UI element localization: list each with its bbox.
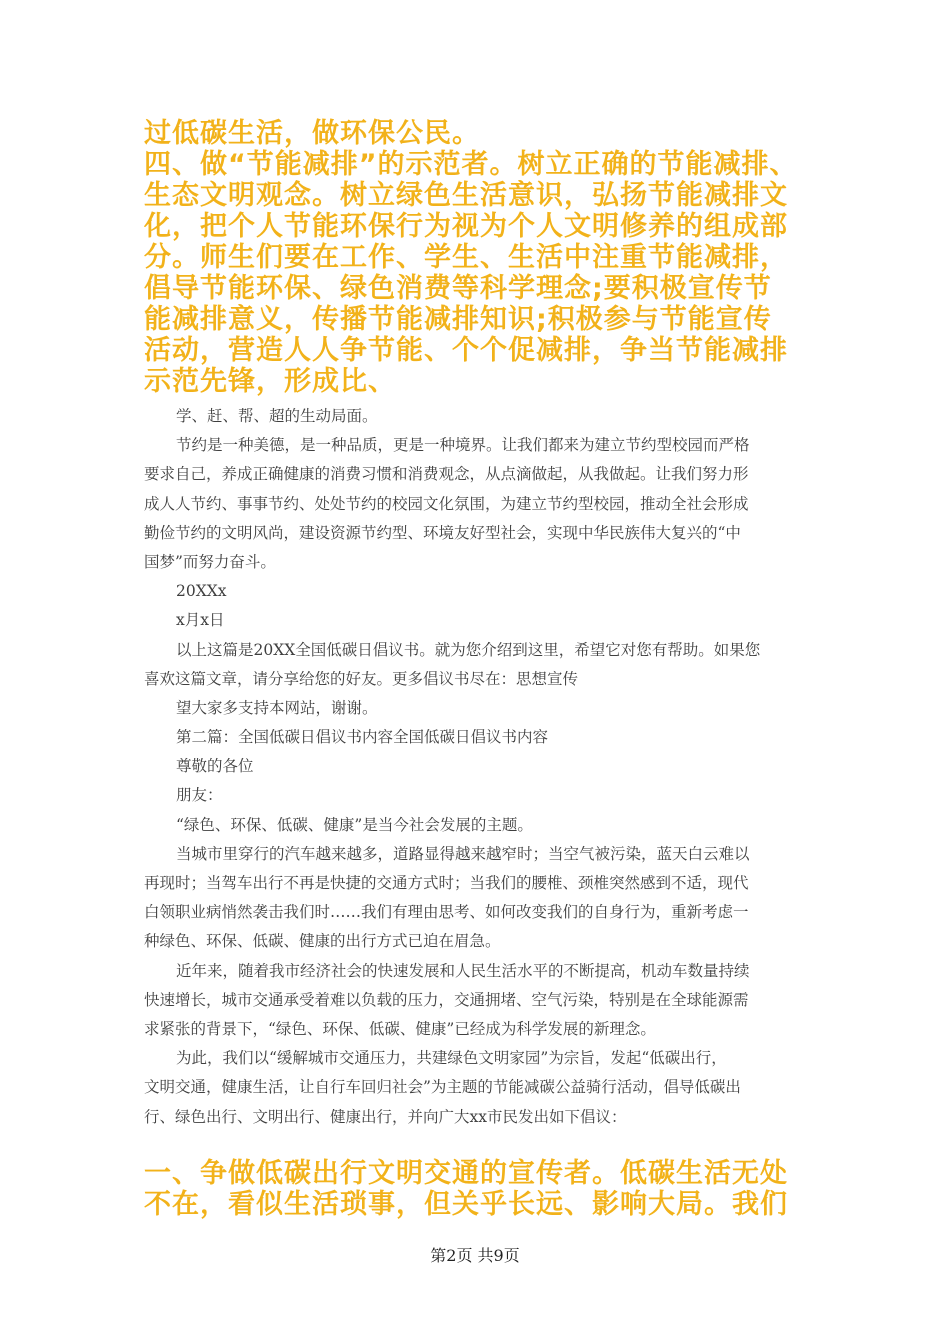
body-line: 白领职业病悄然袭击我们时……我们有理由思考、如何改变我们的自身行为，重新考虑一 (144, 903, 749, 922)
highlighted-line: 活动，营造人人争节能、个个促减排，争当节能减排 (144, 335, 788, 366)
document-body-text (144, 402, 809, 1132)
body-line: “绿色、环保、低碳、健康”是当今社会发展的主题。 (176, 815, 533, 834)
body-line: 求紧张的背景下，“绿色、环保、低碳、健康”已经成为科学发展的新理念。 (144, 1019, 656, 1038)
body-line: 以上这篇是20XX全国低碳日倡议书。就为您介绍到这里，希望它对您有帮助。如果您 (176, 640, 761, 659)
highlighted-line: 生态文明观念。树立绿色生活意识，弘扬节能减排文 (144, 180, 788, 211)
highlighted-line: 一、争做低碳出行文明交通的宣传者。低碳生活无处 (144, 1158, 788, 1189)
body-line: 文明交通，健康生活，让自行车回归社会”为主题的节能减碳公益骑行活动，倡导低碳出 (144, 1078, 741, 1097)
body-line: 再现时；当驾车出行不再是快捷的交通方式时；当我们的腰椎、颈椎突然感到不适，现代 (144, 874, 749, 892)
highlighted-line: 不在，看似生活琐事，但关乎长远、影响大局。我们 (144, 1189, 788, 1220)
body-line: 学、赶、帮、超的生动局面。 (176, 407, 378, 425)
body-line: 当城市里穿行的汽车越来越多，道路显得越来越窄时；当空气被污染，蓝天白云难以 (176, 844, 750, 863)
highlighted-line: 示范先锋，形成比、 (144, 366, 396, 397)
body-line: 望大家多支持本网站，谢谢。 (176, 698, 378, 717)
body-line: 行、绿色出行、文明出行、健康出行，并向广大xx市民发出如下倡议： (144, 1107, 627, 1126)
page-footer: 第2页 共9页 (430, 1246, 520, 1265)
body-line: 朋友： (176, 786, 223, 805)
body-line: 尊敬的各位 (176, 757, 254, 776)
body-line: 国梦”而努力奋斗。 (144, 552, 276, 571)
highlighted-line: 倡导节能环保、绿色消费等科学理念;要积极宣传节 (144, 273, 772, 304)
body-line: x月x日 (176, 611, 225, 630)
highlighted-line: 能减排意义，传播节能减排知识;积极参与节能宣传 (144, 304, 772, 335)
highlighted-line: 化，把个人节能环保行为视为个人文明修养的组成部 (144, 211, 788, 242)
body-line: 快速增长，城市交通承受着难以负载的压力，交通拥堵、空气污染，特别是在全球能源需 (144, 990, 749, 1009)
body-line: 为此，我们以“缓解城市交通压力，共建绿色文明家园”为宗旨，发起“低碳出行， (176, 1049, 727, 1068)
body-line: 近年来，随着我市经济社会的快速发展和人民生活水平的不断提高，机动车数量持续 (176, 961, 750, 980)
body-line: 要求自己，养成正确健康的消费习惯和消费观念，从点滴做起，从我做起。让我们努力形 (144, 465, 749, 484)
body-line: 种绿色、环保、低碳、健康的出行方式已迫在眉急。 (144, 932, 501, 951)
highlighted-line: 分。师生们要在工作、学生、生活中注重节能减排， (144, 242, 788, 273)
body-line: 喜欢这篇文章，请分享给您的好友。更多倡议书尽在：思想宣传 (144, 669, 579, 688)
highlighted-heading-block-top (144, 118, 824, 397)
body-line: 20XXx (176, 582, 227, 601)
body-line: 节约是一种美德，是一种品质，更是一种境界。让我们都来为建立节约型校园而严格 (176, 436, 750, 455)
body-line: 勤俭节约的文明风尚，建设资源节约型、环境友好型社会，实现中华民族伟大复兴的“中 (144, 523, 741, 542)
body-line: 成人人节约、事事节约、处处节约的校园文化氛围，为建立节约型校园，推动全社会形成 (144, 494, 749, 513)
highlighted-heading-block-bottom (144, 1158, 824, 1220)
highlighted-line: 四、做“节能减排”的示范者。树立正确的节能减排、 (144, 149, 798, 180)
highlighted-line: 过低碳生活，做环保公民。 (144, 118, 480, 149)
body-line: 第二篇：全国低碳日倡议书内容全国低碳日倡议书内容 (176, 728, 549, 747)
